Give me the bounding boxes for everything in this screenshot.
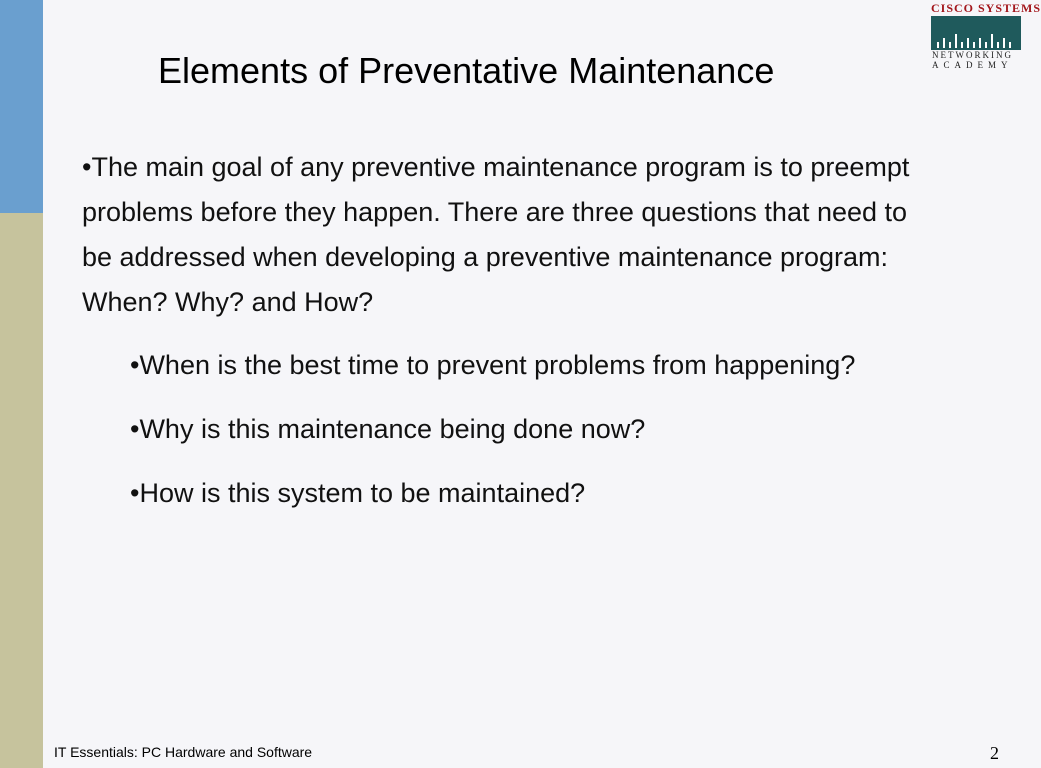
logo-networking-text: NETWORKING [932, 50, 1013, 60]
footer-course-title: IT Essentials: PC Hardware and Software [54, 744, 313, 760]
sub-bullet-list [130, 345, 1010, 537]
sub-bullet-why: •Why is this maintenance being done now? [130, 414, 646, 444]
cisco-networking-academy-logo [928, 0, 1041, 76]
slide-title: Elements of Preventative Maintenance [158, 50, 775, 91]
side-bar-blue [0, 0, 43, 213]
main-bullet: •The main goal of any preventive maintenance program is to preempt problems before they happen. There are three questions that need to be addressed when developing a preventive maintenance program: When? Why? and How? [82, 152, 910, 317]
logo-brand-text: CISCO SYSTEMS [931, 1, 1041, 15]
side-bar-tan [0, 213, 43, 768]
page-number: 2 [990, 743, 999, 763]
cisco-bridge-icon [931, 16, 1021, 50]
sub-bullet-how: •How is this system to be maintained? [130, 478, 586, 508]
logo-academy-text: ACADEMY [932, 60, 1013, 70]
sub-bullet-when: •When is the best time to prevent problems from happening? [130, 350, 856, 380]
side-bar [0, 0, 43, 768]
